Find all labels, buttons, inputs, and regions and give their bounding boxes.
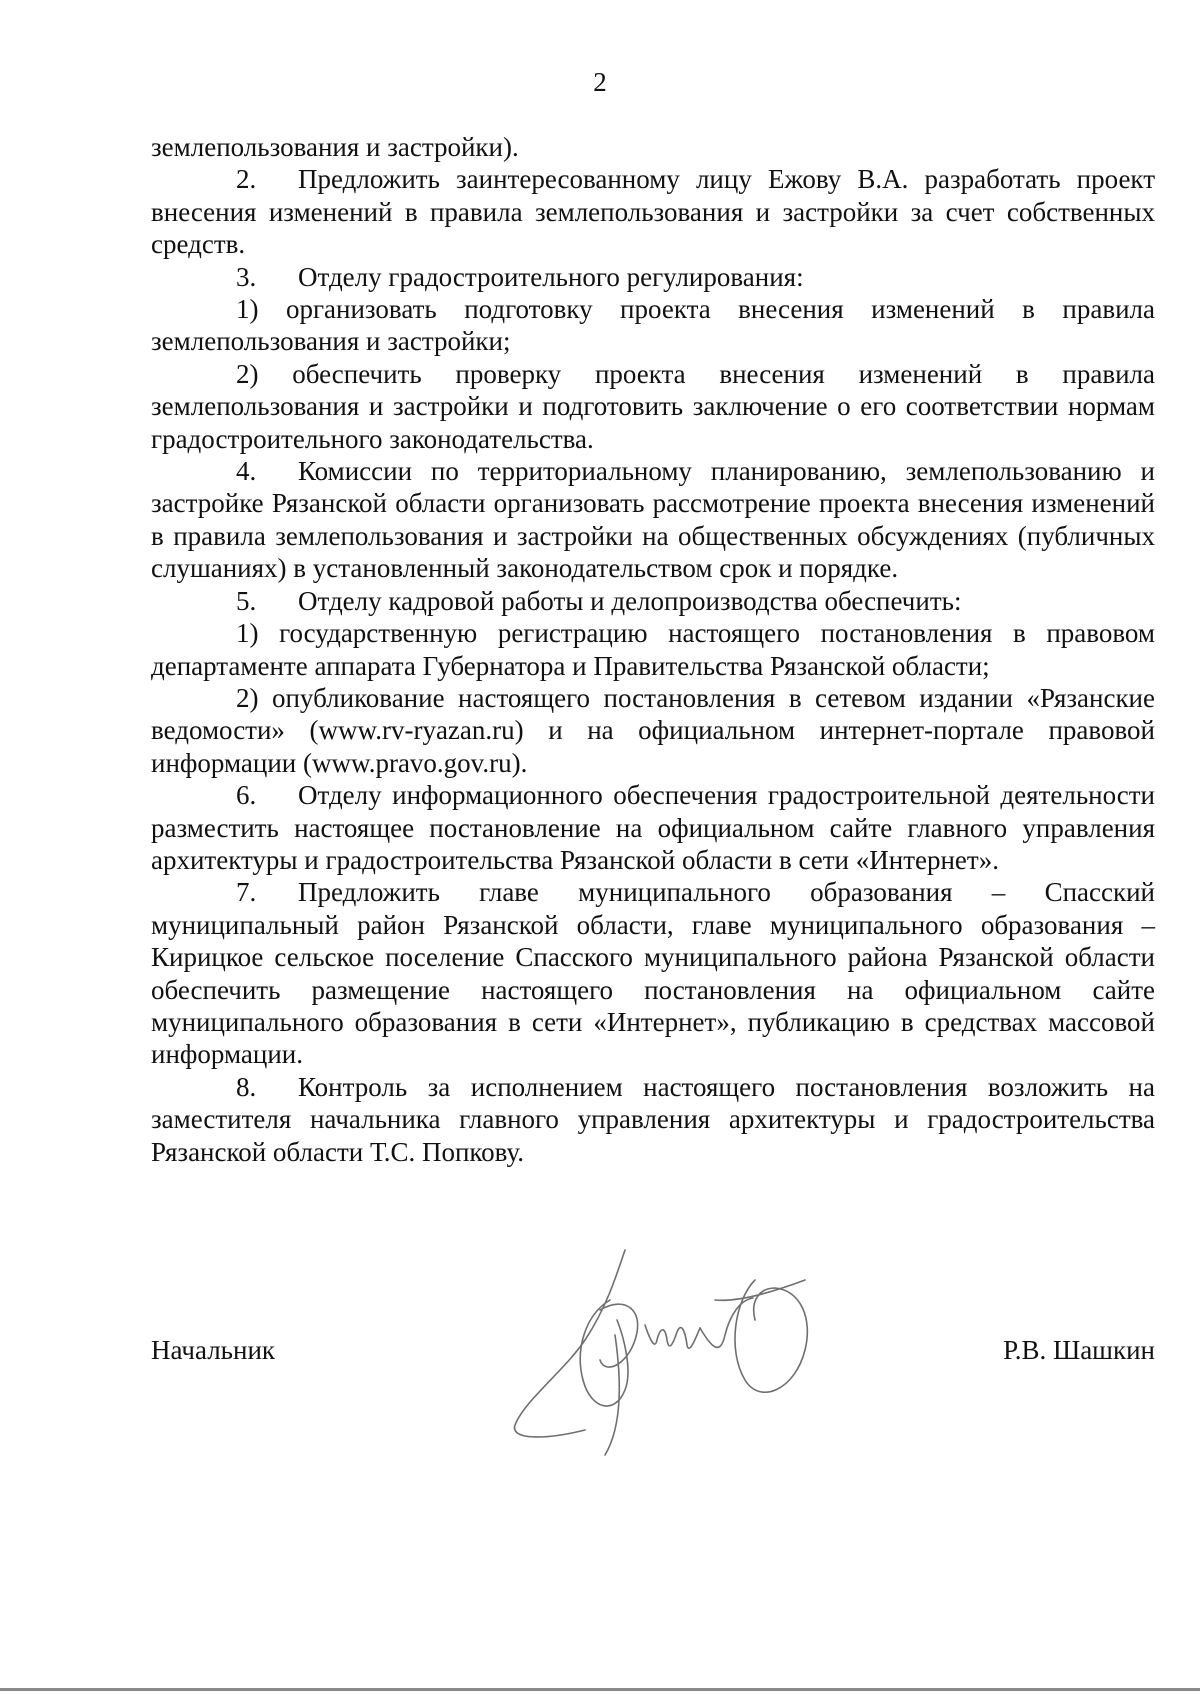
paragraph-subitem-3-1: 1) организовать подготовку проекта внесения изменений в правила землепользования и застройки; [151, 294, 1155, 357]
signatory-position: Начальник [151, 1335, 276, 1365]
item-number: 3. [236, 261, 257, 292]
scan-bottom-edge [0, 1688, 1200, 1691]
paragraph-item-2: 2. Предложить заинтересованному лицу Ежову В.А. разработать проект внесения изменений в правила землепользования и застройки за счет собственных средств. [151, 164, 1155, 260]
page-number: 2 [593, 67, 607, 97]
paragraph-subitem-3-2: 2) обеспечить проверку проекта внесения изменений в правила землепользования и застройки и подготовить заключение о его соответствии нормам градостроительного законодательства. [151, 358, 1155, 454]
paragraph-item-4: 4. Комиссии по территориальному планированию, землепользованию и застройке Рязанской области организовать рассмотрение проекта внесения изменений в правила землепользования и застройки на общественных обсуждениях (публичных слушаниях) в установленный законодательством срок и порядке. [151, 456, 1155, 584]
document-body [151, 131, 1155, 1168]
item-number: 5. [236, 585, 257, 616]
handwritten-signature-icon [505, 1240, 845, 1460]
paragraph-subitem-5-2: 2) опубликование настоящего постановления в сетевом издании «Рязанские ведомости» (www.rv-ryazan.ru) и на официальном интернет-портале правовой информации (www.pravo.gov.ru). [151, 682, 1155, 778]
item-number: 7. [236, 877, 257, 908]
item-number: 4. [236, 456, 257, 487]
item-number: 2. [236, 164, 257, 195]
item-number: 8. [236, 1071, 257, 1102]
paragraph-item-8: 8. Контроль за исполнением настоящего постановления возложить на заместителя начальника главного управления архитектуры и градостроительства Рязанской области Т.С. Попкову. [151, 1071, 1155, 1167]
paragraph-item-5: 5. Отделу кадровой работы и делопроизводства обеспечить: [236, 585, 962, 616]
paragraph-item-7: 7. Предложить главе муниципального образования – Спасский муниципальный район Рязанской области, главе муниципального образования – Кирицкое сельское поселение Спасского муниципального района Рязанской области обеспечить размещение настоящего постановления на официальном сайте муниципального образования в сети «Интернет», публикацию в средствах массовой информации. [151, 877, 1155, 1070]
paragraph-subitem-5-1: 1) государственную регистрацию настоящего постановления в правовом департаменте аппарата Губернатора и Правительства Рязанской области; [151, 618, 1155, 681]
signatory-name: Р.В. Шашкин [1003, 1335, 1155, 1365]
item-number: 6. [236, 780, 257, 811]
paragraph-continuation: землепользования и застройки). [151, 132, 519, 162]
paragraph-item-6: 6. Отделу информационного обеспечения градостроительной деятельности разместить настоящее постановление на официальном сайте главного управления архитектуры и градостроительства Рязанской области в сети «Интернет». [151, 780, 1155, 875]
paragraph-item-3: 3. Отделу градостроительного регулирования: [236, 261, 804, 292]
